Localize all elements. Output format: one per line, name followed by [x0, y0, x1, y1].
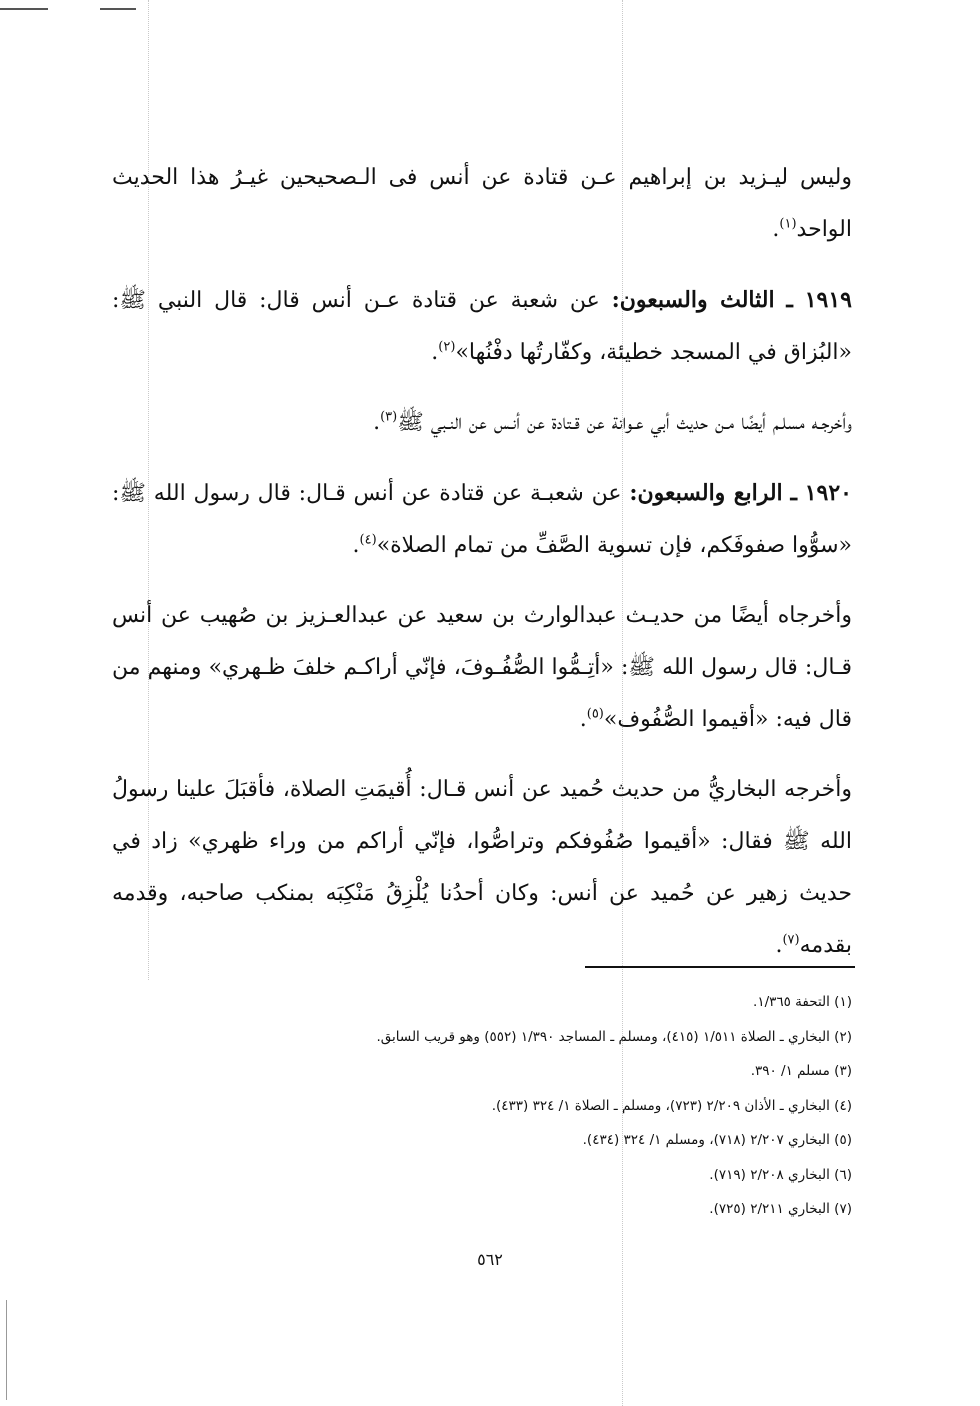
footnote-ref: (٥): [586, 706, 604, 722]
footnotes: [200, 985, 852, 1227]
hadith-number: ١٩١٩: [804, 287, 852, 313]
scan-edge-line-top-left: [0, 8, 48, 10]
hadith-label: الثالث والسبعون:: [611, 287, 775, 313]
scan-edge-line-left: [6, 1300, 7, 1400]
footnote-7: (٧) البخاري ٢/٢١١ (٧٢٥).: [709, 1201, 852, 1217]
paragraph-5: وأخرجاه أيضًا من حديـث عبدالوارث بن سعيد عن عبدالعـزيز بن صُهيب عن أنس قـال: قال رسول الله ﷺ: «أتِـمُّوا الصُّفُـوفَ، فإنّي أراكـم خلفَ ظـهري» ومنهم من قال فيه: «أقيموا الصُّفُوف»$^{(٥)}$.: [112, 603, 852, 732]
paragraph-1: وليس ليـزيد بن إبراهيم عـن قتادة عن أنس فى الـصحيحين غيـرُ هذا الحديث الواحد$^{(١)}$.: [112, 165, 852, 242]
hadith-1919: ١٩١٩ ـ الثالث والسبعون: عن شعبة عن قتادة عـن أنس قال: قال النبي ﷺ: «البُزاق في المسجد خطيئة، وكفّارتُها دفْنُها»$^{(٢)}$.: [112, 287, 852, 365]
paragraph-6: وأخرجه البخاريُّ من حديث حُميد عن أنس قـال: أُقيمَتِ الصلاة، فأقبَلَ علينا رسولُ الله ﷺ فقال: «أقيموا صُفُوفكم وتراصُّوا، فإنّي أراكم من وراء ظهري» زاد في حديث زهير عن حُميد عن أنس: وكان أحدُنا يُلْزِقُ مَنْكِبَه بمنكب صاحبه، وقدمه بقدمه$^{(٧)}$.: [112, 777, 852, 958]
footnote-1: (١) التحفة ١/٣٦٥.: [753, 994, 852, 1010]
hadith-number: ١٩٢٠: [804, 480, 852, 506]
page-number: ٥٦٢: [477, 1250, 503, 1269]
footnote-ref: (١): [779, 216, 797, 232]
footnote-5: (٥) البخاري ٢/٢٠٧ (٧١٨)، ومسلم ١/ ٣٢٤ (٤٣٤).: [582, 1132, 852, 1148]
footnote-ref: (٣): [380, 409, 398, 425]
hadith-1920: ١٩٢٠ ـ الرابع والسبعون: عن شعبـة عن قتادة عن أنس قـال: قال رسول الله ﷺ: «سوُّوا صفوفَكم، فإن تسوية الصَّفِّ من تمام الصلاة»$^{(٤)}$.: [112, 480, 852, 558]
footnote-6: (٦) البخاري ٢/٢٠٨ (٧١٩).: [709, 1166, 852, 1183]
scan-edge-line-top: [100, 8, 136, 10]
footnote-2: (٢) البخاري ـ الصلاة ١/٥١١ (٤١٥)، ومسلم ـ المساجد ١/٣٩٠ (٥٥٢) وهو قريب السابق.: [376, 1028, 852, 1045]
footnote-4: (٤) البخاري ـ الأذان ٢/٢٠٩ (٧٢٣)، ومسلم ـ الصلاة ١/ ٣٢٤ (٤٣٣).: [491, 1097, 852, 1114]
main-text: [112, 152, 852, 990]
paragraph-3: وأخرجـه مسلـم أيضًا مـن حديث أبي عـوانة عن قـتادة عن أنـس عن النـبي ﷺ$^{(٣)}$.: [373, 409, 852, 435]
footnote-separator: [585, 966, 855, 968]
footnote-ref: (٤): [359, 532, 377, 548]
footnote-ref: (٢): [438, 339, 456, 355]
footnote-ref: (٧): [782, 932, 800, 948]
hadith-label: الرابع والسبعون:: [629, 480, 783, 506]
footnote-3: (٣) مسلم ١/ ٣٩٠.: [750, 1063, 852, 1079]
